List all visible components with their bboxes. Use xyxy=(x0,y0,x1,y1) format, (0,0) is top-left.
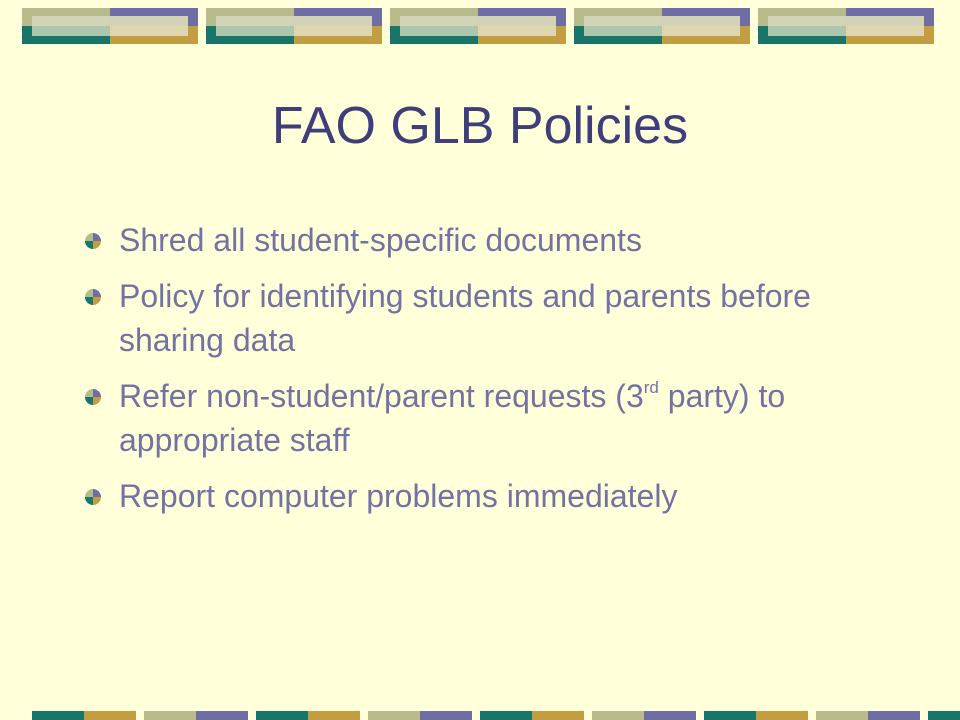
bottom-band-segment xyxy=(816,711,868,720)
bullet-text-part: party) to appropriate staff xyxy=(119,378,786,458)
bottom-band-segment xyxy=(196,711,248,720)
bullet-text: Policy for identifying students and parents before sharing data xyxy=(119,278,811,358)
bottom-band-segment xyxy=(704,711,756,720)
bottom-band-segment xyxy=(532,711,584,720)
bottom-band-segment xyxy=(144,711,196,720)
four-quadrant-ball-icon xyxy=(84,488,102,506)
bullet-item xyxy=(84,374,884,462)
bullet-list xyxy=(84,218,884,530)
bottom-band-segment xyxy=(868,711,920,720)
bottom-band-segment xyxy=(84,711,136,720)
top-band-tile xyxy=(574,8,750,44)
bottom-band-segment xyxy=(756,711,808,720)
four-quadrant-ball-icon xyxy=(84,388,102,406)
four-quadrant-ball-icon xyxy=(84,232,102,250)
slide-title: FAO GLB Policies xyxy=(271,97,689,155)
bottom-band-segment xyxy=(644,711,696,720)
bullet-text: Shred all student-specific documents xyxy=(119,222,642,258)
top-decorative-band xyxy=(0,8,960,44)
bottom-band-segment xyxy=(420,711,472,720)
bullet-item xyxy=(84,218,884,262)
bottom-band-segment xyxy=(368,711,420,720)
bottom-band-segment xyxy=(32,711,84,720)
bottom-band-segment xyxy=(480,711,532,720)
top-band-tile xyxy=(206,8,382,44)
bottom-band-segment xyxy=(592,711,644,720)
bottom-band-segment xyxy=(928,711,960,720)
top-band-tile xyxy=(758,8,934,44)
bottom-band-segment xyxy=(308,711,360,720)
ordinal-superscript: rd xyxy=(643,378,659,398)
top-band-tile xyxy=(22,8,198,44)
bullet-item xyxy=(84,274,884,362)
bullet-item xyxy=(84,474,884,518)
bottom-band-segment xyxy=(256,711,308,720)
top-band-tile xyxy=(390,8,566,44)
bottom-decorative-band xyxy=(32,711,960,720)
bullet-text xyxy=(119,378,785,458)
four-quadrant-ball-icon xyxy=(84,288,102,306)
bullet-text-part: Refer non-student/parent requests (3 xyxy=(119,378,644,414)
bullet-text: Report computer problems immediately xyxy=(119,478,678,514)
